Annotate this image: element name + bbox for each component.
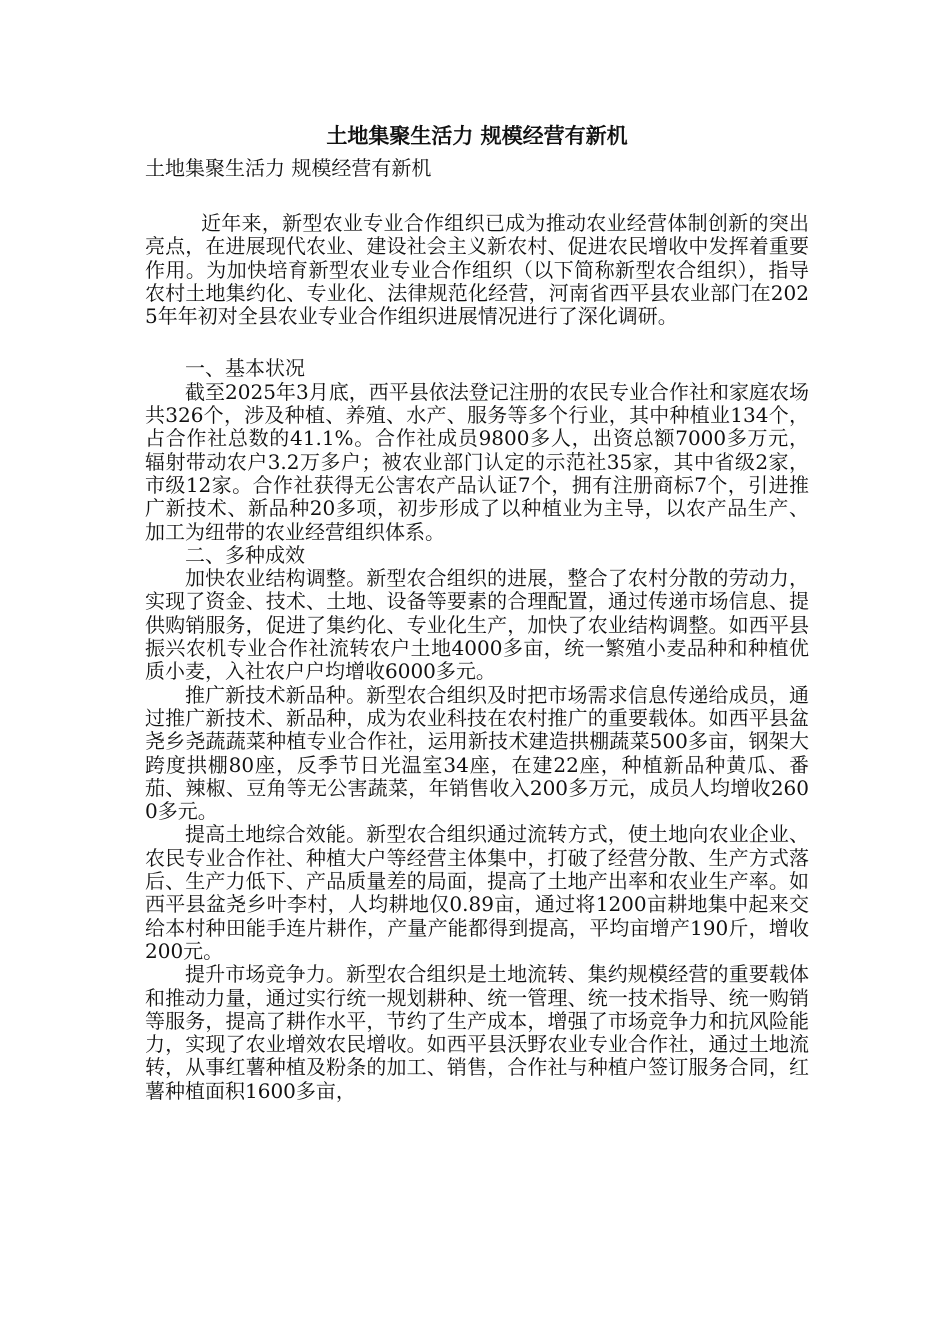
- results-paragraph-land-efficiency: 提高土地综合效能。新型农合组织通过流转方式，使土地向农业企业、农民专业合作社、种植大户等经营主体集中，打破了经营分散、生产方式落后、生产力低下、产品质量差的局面，提高了土地产出率和农业生产率。如西平县盆尧乡叶李村，人均耕地仅0.89亩，通过将1200亩耕地集中起来交给本村种田能手连片耕作，产量产能都得到提高，平均亩增产190斤，增收200元。: [145, 822, 809, 963]
- section-heading-basic-status: 一、基本状况: [185, 356, 305, 381]
- document-title: 土地集聚生活力 规模经营有新机: [326, 123, 628, 148]
- document-page: [145, 118, 809, 1103]
- blank-line: [145, 328, 809, 357]
- section-heading-results: 二、多种成效: [185, 542, 305, 567]
- document-subtitle: 土地集聚生活力 规模经营有新机: [145, 156, 432, 180]
- blank-line: [145, 183, 809, 212]
- basic-status-paragraph: 截至2025年3月底，西平县依法登记注册的农民专业合作社和家庭农场共326个，涉及种植、养殖、水产、服务等多个行业，其中种植业134个，占合作社总数的41.1%。合作社成员9800多人，出资总额7000多万元，辐射带动农户3.2万多户；被农业部门认定的示范社35家，其中省级2家，市级12家。合作社获得无公害农产品认证7个，拥有注册商标7个，引进推广新技术、新品种20多项，初步形成了以种植业为主导，以农产品生产、加工为纽带的农业经营组织体系。: [145, 379, 809, 544]
- results-paragraph-structure: 加快农业结构调整。新型农合组织的进展，整合了农村分散的劳动力，实现了资金、技术、土地、设备等要素的合理配置，通过传递市场信息、提供购销服务，促进了集约化、专业化生产，加快了农业结构调整。如西平县振兴农机专业合作社流转农户土地4000多亩，统一繁殖小麦品种和种植优质小麦，入社农户户均增收6000多元。: [145, 566, 809, 684]
- results-paragraph-technology: 推广新技术新品种。新型农合组织及时把市场需求信息传递给成员，通过推广新技术、新品种，成为农业科技在农村推广的重要载体。如西平县盆尧乡尧蔬蔬菜种植专业合作社，运用新技术建造拱棚蔬菜500多亩，钢架大跨度拱棚80座，反季节日光温室34座，在建22座，种植新品种黄瓜、番茄、辣椒、豆角等无公害蔬菜，年销售收入200多万元，成员人均增收2600多元。: [145, 682, 809, 824]
- intro-paragraph: 近年来，新型农业专业合作组织已成为推动农业经营体制创新的突出亮点，在进展现代农业、建设社会主义新农村、促进农民增收中发挥着重要作用。为加快培育新型农业专业合作组织（以下简称新型农合组织），指导农村土地集约化、专业化、法律规范化经营，河南省西平县农业部门在2025年年初对全县农业专业合作组织进展情况进行了深化调研。: [145, 211, 809, 329]
- results-paragraph-competitiveness: 提升市场竞争力。新型农合组织是土地流转、集约规模经营的重要载体和推动力量，通过实行统一规划耕种、统一管理、统一技术指导、统一购销等服务，提高了耕作水平，节约了生产成本，增强了市场竞争力和抗风险能力，实现了农业增效农民增收。如西平县沃野农业专业合作社，通过土地流转，从事红薯种植及粉条的加工、销售，合作社与种植户签订服务合同，红薯种植面积1600多亩，: [145, 962, 809, 1103]
